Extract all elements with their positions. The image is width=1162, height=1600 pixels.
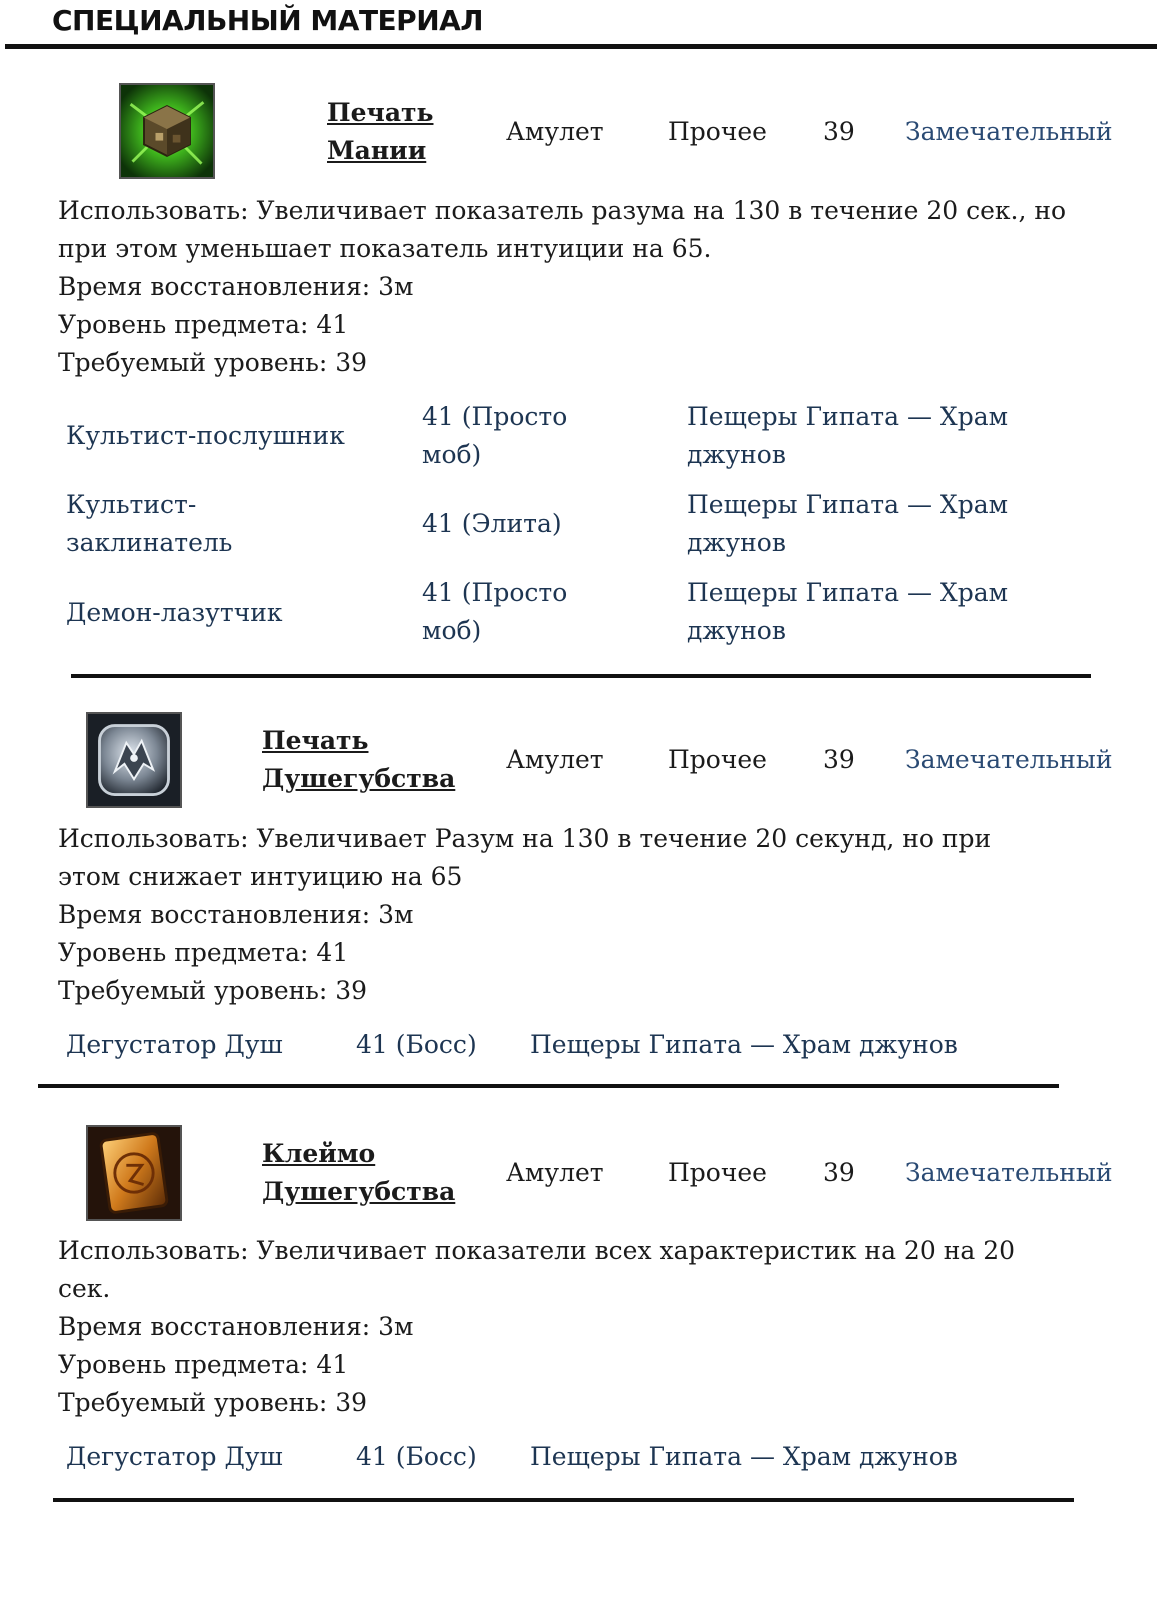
page-title: СПЕЦИАЛЬНЫЙ МАТЕРИАЛ	[52, 4, 484, 37]
source-level: 41 (Просто моб)	[422, 402, 568, 469]
item-name-link[interactable]: Клеймо Душегубства	[262, 1139, 456, 1206]
source-level: 41 (Просто моб)	[422, 578, 568, 645]
source-zone: Пещеры Гипата — Храм джунов	[687, 578, 1009, 645]
source-mob: Демон-лазутчик	[66, 598, 283, 627]
item-description	[58, 820, 991, 1010]
item-quality: Замечательный	[905, 117, 1113, 146]
item-slot: Амулет	[506, 1158, 604, 1187]
item-type: Прочее	[668, 745, 767, 774]
item-description	[58, 192, 1066, 382]
item-level-required: 39	[823, 1158, 855, 1187]
brand-rune-icon[interactable]	[86, 1125, 182, 1221]
section-divider	[71, 674, 1091, 678]
item-slot: Амулет	[506, 117, 604, 146]
item-slot: Амулет	[506, 745, 604, 774]
cooldown-line: Время восстановления: 3м	[58, 900, 414, 929]
item-quality: Замечательный	[905, 1158, 1113, 1187]
item-level-required: 39	[823, 117, 855, 146]
use-effect-line: Использовать: Увеличивает показатель разума на 130 в течение 20 сек., но	[58, 196, 1067, 225]
item-quality: Замечательный	[905, 745, 1113, 774]
source-zone: Пещеры Гипата — Храм джунов	[530, 1442, 958, 1471]
required-level-line: Требуемый уровень: 39	[58, 348, 368, 377]
green-cube-icon[interactable]	[119, 83, 215, 179]
use-effect-line: сек.	[58, 1274, 111, 1303]
item-level-required: 39	[823, 745, 855, 774]
cooldown-line: Время восстановления: 3м	[58, 272, 414, 301]
item-type: Прочее	[668, 117, 767, 146]
use-effect-line: этом снижает интуицию на 65	[58, 862, 463, 891]
source-level: 41 (Элита)	[422, 509, 562, 538]
item-type: Прочее	[668, 1158, 767, 1187]
item-level-line: Уровень предмета: 41	[58, 938, 349, 967]
section-divider	[53, 1498, 1074, 1502]
item-level-line: Уровень предмета: 41	[58, 310, 349, 339]
source-level: 41 (Босс)	[356, 1030, 477, 1059]
item-level-line: Уровень предмета: 41	[58, 1350, 349, 1379]
source-mob: Культист- заклинатель	[66, 490, 233, 557]
required-level-line: Требуемый уровень: 39	[58, 1388, 368, 1417]
source-zone: Пещеры Гипата — Храм джунов	[687, 490, 1009, 557]
cooldown-line: Время восстановления: 3м	[58, 1312, 414, 1341]
wolf-seal-icon[interactable]	[86, 712, 182, 808]
use-effect-line: Использовать: Увеличивает Разум на 130 в течение 20 секунд, но при	[58, 824, 992, 853]
source-zone: Пещеры Гипата — Храм джунов	[687, 402, 1009, 469]
source-mob: Дегустатор Душ	[66, 1442, 283, 1471]
item-name-link[interactable]: Печать Мании	[327, 98, 434, 165]
title-divider	[5, 44, 1157, 49]
item-name-link[interactable]: Печать Душегубства	[262, 726, 456, 793]
item-description	[58, 1232, 1015, 1422]
source-mob: Дегустатор Душ	[66, 1030, 283, 1059]
use-effect-line: Использовать: Увеличивает показатели всех характеристик на 20 на 20	[58, 1236, 1016, 1265]
source-level: 41 (Босс)	[356, 1442, 477, 1471]
source-mob: Культист-послушник	[66, 421, 345, 450]
section-divider	[38, 1084, 1059, 1088]
source-zone: Пещеры Гипата — Храм джунов	[530, 1030, 958, 1059]
required-level-line: Требуемый уровень: 39	[58, 976, 368, 1005]
use-effect-line: при этом уменьшает показатель интуиции на 65.	[58, 234, 712, 263]
